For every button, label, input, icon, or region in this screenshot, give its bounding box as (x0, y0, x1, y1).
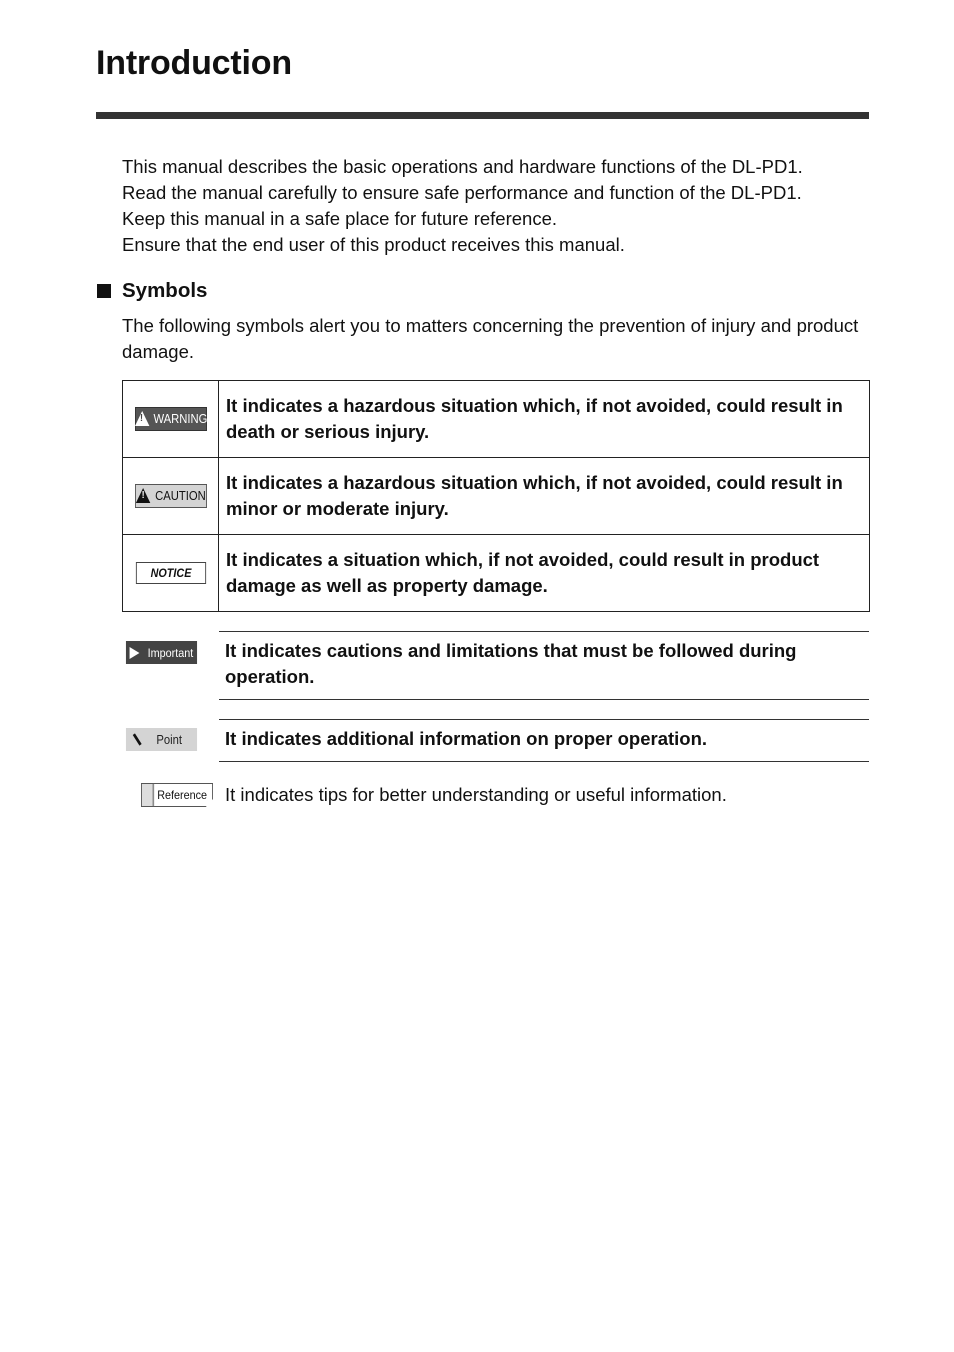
important-badge (126, 641, 197, 664)
symbols-heading-label: Symbols (122, 279, 208, 302)
symbol-cell (123, 458, 219, 535)
page-icon (206, 799, 213, 807)
important-label: Important (147, 645, 194, 660)
symbols-heading (97, 279, 207, 303)
square-bullet-icon (97, 284, 111, 298)
pencil-icon (133, 733, 142, 745)
warning-triangle-icon: ! (134, 411, 148, 426)
symbols-description: The following symbols alert you to matters concerning the prevention of injury and product damage. (122, 315, 859, 362)
notice-badge: NOTICE (135, 562, 205, 584)
symbol-description: It indicates a hazardous situation which, if not avoided, could result in death or serious injury. (219, 381, 870, 458)
warning-label: WARNING (152, 411, 207, 426)
point-badge (126, 728, 197, 751)
symbol-description: It indicates a situation which, if not avoided, could result in product damage as well as property damage. (219, 535, 870, 612)
intro-line: This manual describes the basic operations and hardware functions of the DL-PD1. (122, 156, 803, 177)
reference-badge (141, 783, 213, 807)
point-label-wrap (122, 728, 201, 751)
intro-line: Ensure that the end user of this product receives this manual. (122, 234, 625, 255)
play-arrow-icon (130, 647, 140, 659)
reference-note (122, 776, 870, 816)
point-note (122, 719, 870, 763)
warning-badge (135, 407, 207, 431)
symbol-cell (123, 381, 219, 458)
page-title: Introduction (96, 44, 292, 82)
symbols-table (122, 380, 870, 612)
symbol-description: It indicates a hazardous situation which, if not avoided, could result in minor or moderate injury. (219, 458, 870, 535)
intro-line: Keep this manual in a safe place for future reference. (122, 208, 558, 229)
table-row (123, 381, 870, 458)
intro-line: Read the manual carefully to ensure safe performance and function of the DL-PD1. (122, 182, 802, 203)
title-rule (96, 112, 869, 119)
point-label: Point (156, 732, 182, 747)
reference-label: Reference (157, 788, 208, 802)
table-row (123, 535, 870, 612)
important-text: It indicates cautions and limitations that must be followed during operation. (219, 631, 869, 700)
reference-label-wrap (137, 783, 217, 807)
important-label-wrap (122, 641, 201, 664)
table-row (123, 458, 870, 535)
caution-triangle-icon: ! (136, 488, 150, 503)
caution-label: CAUTION (154, 488, 206, 503)
reference-text: It indicates tips for better understanding or useful information. (225, 784, 727, 805)
intro-paragraph (122, 154, 862, 258)
important-note (122, 631, 870, 701)
caution-badge (135, 484, 207, 508)
symbol-cell (123, 535, 219, 612)
point-text: It indicates additional information on proper operation. (219, 719, 869, 762)
